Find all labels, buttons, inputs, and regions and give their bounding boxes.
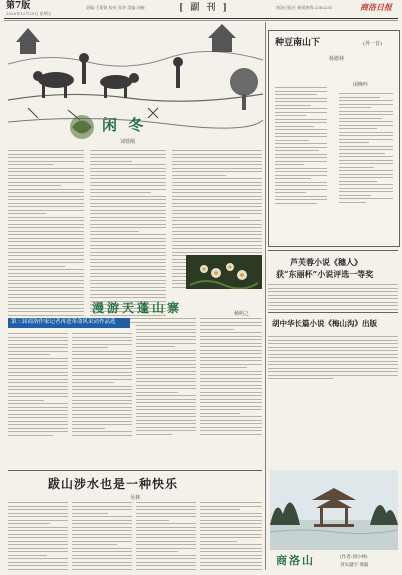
essay3-col4 (200, 502, 262, 572)
poem-second-title: 闲晚吟 (353, 82, 369, 88)
news1-body (268, 284, 398, 316)
photo-sub: 刊头题字 邢毅 (340, 563, 369, 568)
brand-logo: 商洛日报 (360, 2, 392, 12)
page-label: 第7版 (6, 1, 31, 11)
news1-title-line1: 芦芙蓉小说《穗人》 (290, 257, 362, 267)
poem-box (268, 30, 400, 247)
news-divider-2 (268, 312, 398, 313)
essay2-author: 杨明之 (234, 311, 250, 317)
editor-line: 责编:王莉娟 校对:张华 美编:刘畅 (86, 5, 145, 10)
photo-caption: 商洛山 (276, 554, 315, 567)
essay1-col2 (90, 150, 166, 325)
essay3-title: 跋山涉水也是一种快乐 (48, 477, 179, 491)
essay3-col3 (136, 502, 196, 572)
news-divider (268, 250, 398, 251)
essay3-col1 (8, 502, 68, 572)
poem-subtitle: (外一首) (363, 41, 382, 47)
section-banner (8, 318, 130, 328)
essay1-author: 刘铁刚 (120, 139, 136, 145)
essay3-author: 吴林 (130, 495, 141, 501)
flower-photo (186, 255, 262, 289)
news2-title: 胡中华长篇小说《梅山沟》出版 (272, 319, 377, 328)
banner-text: 第三届商洛作家记者再进革命风采动作品选 (11, 319, 116, 325)
essay2-col3 (136, 318, 196, 437)
date-line: 2020年12月25日 星期五 (6, 11, 52, 16)
essay2-col1 (8, 333, 68, 438)
poem-stanza-left (275, 87, 327, 206)
essay1-title: 闲 冬 (102, 116, 147, 134)
masthead (0, 0, 402, 18)
essay3-divider (8, 470, 262, 471)
poem-title: 种豆南山下 (275, 38, 321, 48)
masthead-divider (4, 18, 398, 19)
masthead-divider-thin (4, 20, 398, 21)
pavilion-photo (270, 470, 398, 550)
essay3-col2 (72, 502, 132, 572)
paper-info: 商洛日报社 新闻热线:2383255 (276, 5, 333, 10)
section-title: [ 副 刊 ] (179, 3, 229, 13)
news1-title-line2: 获“东丽杯”小说评选一等奖 (276, 269, 374, 279)
poem-stanza-right (339, 93, 393, 205)
photo-credit: (作者:刘小林) (340, 555, 368, 560)
news2-body (268, 336, 398, 382)
column-rule-main (265, 22, 266, 570)
essay2-title: 漫游天蓬山寨 (92, 301, 183, 315)
poem-author: 杨德林 (329, 56, 345, 62)
essay2-col4 (200, 318, 262, 437)
essay2-col2 (72, 333, 132, 438)
essay1-col1 (8, 150, 84, 329)
